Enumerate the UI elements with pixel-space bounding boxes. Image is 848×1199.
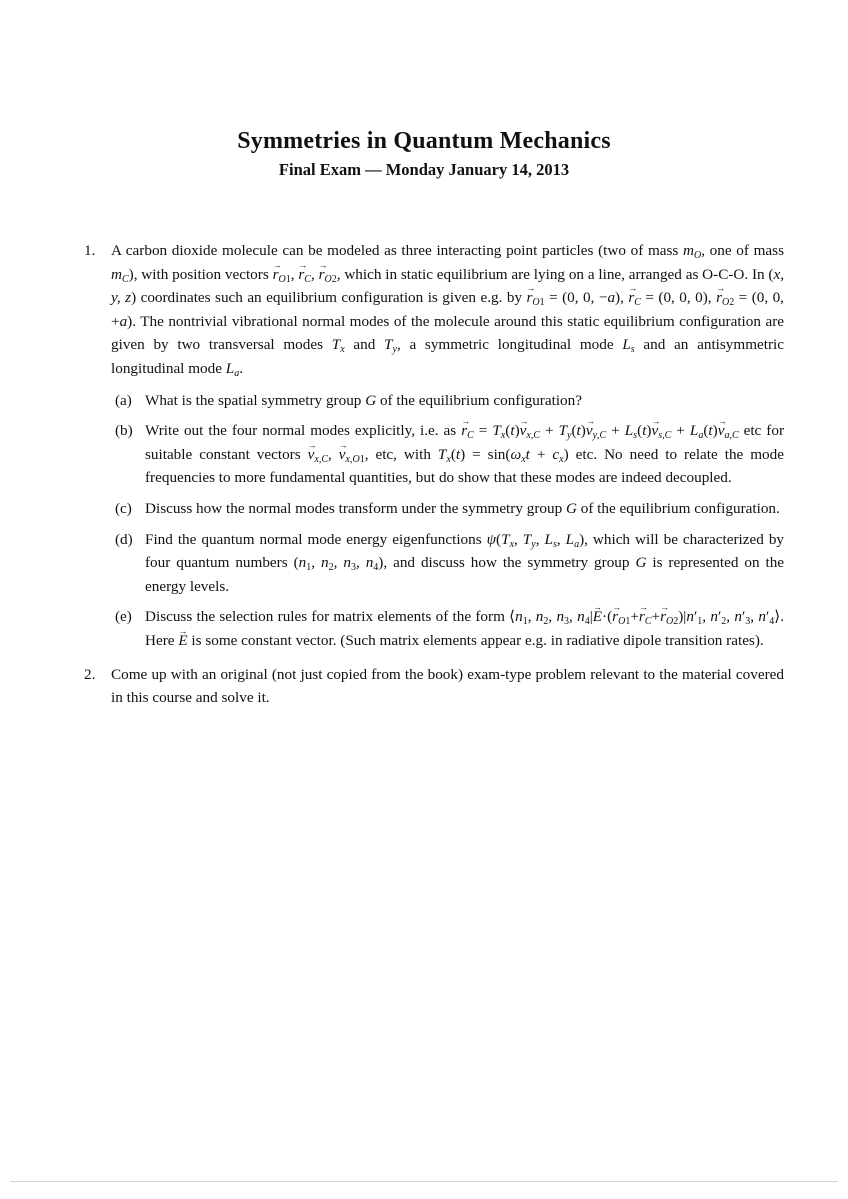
problem-1-parts bbox=[111, 389, 784, 653]
problem-1 bbox=[84, 239, 784, 653]
part-b: (b) Write out the four normal modes explicitly, i.e. as → $r_C = T_x(t)\to v_{x,C} + T_y(t)\to v_{y,C} + L_s(t)\to v_{s,C} + L_a(t)\to v_{a,C}$ etc for suitable constant vectors → $v_{x,C}$, → $v_{x,O1}$, etc, with $T_x(t) = \sin(\omega_xt + c_x)$ etc. No need to relate the mode frequencies to more fundamental quantities, but do show that these modes are indeed decoupled. bbox=[111, 419, 784, 490]
problem-1-statement: A carbon dioxide molecule can be modeled as three interacting point particles (two of mass $m_O$, one of mass $m_C$), with position vectors → $r_{O1}$, → $r_C$, → $r_{O2}$, which in static equilibrium are lying on a line, arranged as O-C-O. In (x, y, z) coordinates such an equilibrium configuration is given e.g. by → $r_{O1} = (0$, 0, −a), → $r_C = (0$, 0, 0), → $r_{O2} = (0$, 0, +a). The nontrivial vibrational normal modes of the molecule around this static equilibrium configuration are given by two transversal modes $T_x$ and $T_y$, a symmetric longitudinal mode $L_s$ and an antisymmetric longitudinal mode $L_a$. bbox=[111, 239, 784, 381]
problem-number: 1. bbox=[84, 242, 96, 259]
part-c: (c) Discuss how the normal modes transform under the symmetry group G of the equilibrium configuration. bbox=[111, 497, 784, 521]
part-a: (a) What is the spatial symmetry group G of the equilibrium configuration? bbox=[111, 389, 784, 413]
part-label: (e) bbox=[115, 608, 132, 626]
problem-2 bbox=[84, 663, 784, 710]
page-subtitle: Final Exam — Monday January 14, 2013 bbox=[278, 160, 570, 179]
problem-number: 2. bbox=[84, 665, 96, 683]
part-e: (e) Discuss the selection rules for matrix elements of the form $⟨n_1$, $n_2$, $n_3$, $n_4|\to E\cdot(\to r_{O1}+\to r_C+\to r_{O2})|n'_1$, $n'_2$, $n'_3$, $n'_4⟩$. Here → E is some constant vector. (Such matrix elements appear e.g. in radiative dipole transition rates). bbox=[111, 605, 784, 652]
page-title: Symmetries in Quantum Mechanics bbox=[237, 128, 611, 154]
problem-list bbox=[84, 239, 784, 720]
part-d: (d) Find the quantum normal mode energy eigenfunctions $\psi(T_x$, $T_y$, $L_s$, $L_a$), which will be characterized by four quantum numbers ($n_1$, $n_2$, $n_3$, $n_4$), and discuss how the symmetry group G is represented on the energy levels. bbox=[111, 528, 784, 599]
part-label: (c) bbox=[115, 499, 132, 517]
part-label: (a) bbox=[115, 391, 132, 409]
scan-edge-line bbox=[10, 1181, 838, 1182]
problem-2-statement: Come up with an original (not just copied from the book) exam-type problem relevant to the material covered in this course and solve it. bbox=[111, 665, 784, 707]
part-label: (d) bbox=[115, 530, 133, 548]
part-label: (b) bbox=[115, 422, 133, 440]
